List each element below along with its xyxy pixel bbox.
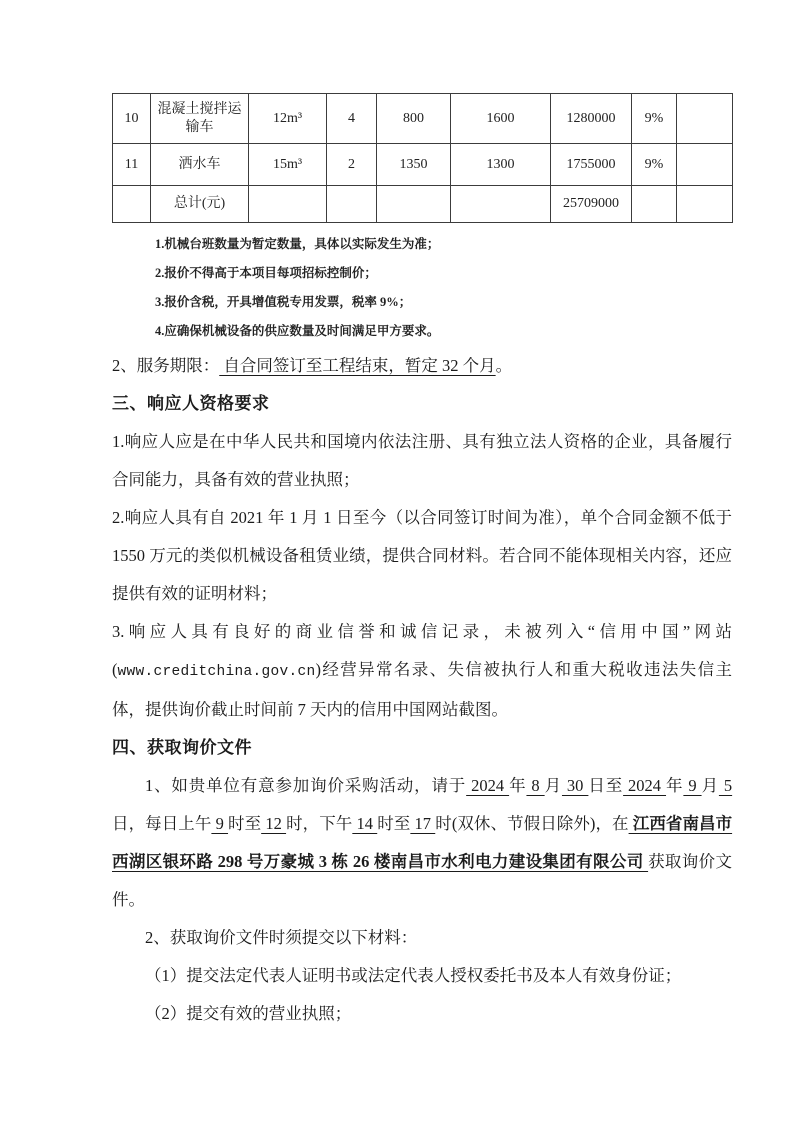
text-segment: 1、如贵单位有意参加询价采购活动，请于 bbox=[145, 776, 467, 795]
table-row bbox=[113, 94, 733, 144]
cell-price: 1350 bbox=[377, 144, 451, 186]
text-segment: 月 bbox=[701, 776, 719, 795]
text-segment: 时，下午 bbox=[286, 814, 353, 833]
table-row bbox=[113, 144, 733, 186]
note-4: 4.应确保机械设备的供应数量及时间满足甲方要求。 bbox=[155, 324, 440, 338]
text-segment: 30 bbox=[561, 776, 589, 795]
text-segment: 时至 bbox=[377, 814, 411, 833]
note-3: 3.报价含税，开具增值税专用发票，税率 9%； bbox=[155, 295, 412, 309]
text-segment: 3.响应人具有良好的商业信誉和诚信记录，未被列入“信用中国”网站( bbox=[112, 622, 732, 679]
section-three-title: 三、响应人资格要求 bbox=[112, 394, 270, 413]
text-segment: 江西省南昌市西湖区银环路 298 号万豪城 3 栋 26 楼南昌市水利电力建设集团有限公司 bbox=[112, 814, 733, 871]
text-segment: 日至 bbox=[588, 776, 624, 795]
text-segment: 年 bbox=[509, 776, 527, 795]
cell-name: 混凝土搅拌运输车 bbox=[151, 94, 249, 144]
service-period-line bbox=[112, 347, 732, 385]
qualification-para-3 bbox=[112, 613, 732, 729]
cell-amount bbox=[451, 186, 551, 223]
cell-total: 25709000 bbox=[551, 186, 632, 223]
cell-qty: 4 bbox=[327, 94, 377, 144]
cell-qty: 2 bbox=[327, 144, 377, 186]
cell-name: 总计(元) bbox=[151, 186, 249, 223]
note-2: 2.报价不得高于本项目每项招标控制价； bbox=[155, 266, 377, 280]
service-period-suffix: 。 bbox=[495, 356, 513, 375]
cell-remark bbox=[677, 94, 733, 144]
acquisition-para-3: （1）提交法定代表人证明书或法定代表人授权委托书及本人有效身份证； bbox=[145, 966, 682, 985]
text-segment: 8 bbox=[526, 776, 545, 795]
text-segment: 时至 bbox=[228, 814, 262, 833]
acquisition-para-1 bbox=[112, 767, 732, 919]
cell-price: 800 bbox=[377, 94, 451, 144]
cell-price bbox=[377, 186, 451, 223]
text-segment: 年 bbox=[666, 776, 684, 795]
equipment-price-table bbox=[112, 93, 733, 223]
service-period-label: 2、服务期限： bbox=[112, 356, 220, 375]
cell-spec: 12m³ bbox=[249, 94, 327, 144]
table-row-total bbox=[113, 186, 733, 223]
acquisition-para-2: 2、获取询价文件时须提交以下材料： bbox=[145, 928, 418, 947]
text-segment: 17 bbox=[410, 814, 436, 833]
cell-remark bbox=[677, 144, 733, 186]
table-notes bbox=[155, 230, 732, 346]
cell-no bbox=[113, 186, 151, 223]
text-segment: 时(双休、节假日除外)，在 bbox=[435, 814, 629, 833]
note-1: 1.机械台班数量为暂定数量，具体以实际发生为准； bbox=[155, 237, 440, 251]
cell-tax-rate: 9% bbox=[632, 144, 677, 186]
text-segment: 日，每日上午 bbox=[112, 814, 212, 833]
text-segment: 2024 bbox=[623, 776, 667, 795]
cell-tax-rate: 9% bbox=[632, 94, 677, 144]
acquisition-para-4: （2）提交有效的营业执照； bbox=[145, 1004, 352, 1023]
text-segment: 2024 bbox=[466, 776, 510, 795]
cell-no: 11 bbox=[113, 144, 151, 186]
text-segment: 5 bbox=[718, 776, 733, 795]
cell-amount: 1600 bbox=[451, 94, 551, 144]
cell-total: 1755000 bbox=[551, 144, 632, 186]
cell-no: 10 bbox=[113, 94, 151, 144]
text-segment: 9 bbox=[211, 814, 229, 833]
cell-name: 洒水车 bbox=[151, 144, 249, 186]
text-segment: 12 bbox=[261, 814, 287, 833]
text-segment: )经营异常名录、失信被执行人和重大税收违法失信主体，提供询价截止时间前 7 天内的信用中国网站截图。 bbox=[112, 660, 732, 719]
section-four-title: 四、获取询价文件 bbox=[112, 738, 252, 757]
text-segment: 月 bbox=[544, 776, 562, 795]
text-segment: 获取询价文件。 bbox=[112, 852, 733, 909]
qualification-para-1: 1.响应人应是在中华人民共和国境内依法注册、具有独立法人资格的企业，具备履行合同能力，具备有效的营业执照； bbox=[112, 432, 732, 489]
cell-remark bbox=[677, 186, 733, 223]
cell-amount: 1300 bbox=[451, 144, 551, 186]
page-content bbox=[112, 93, 732, 1033]
text-segment: 9 bbox=[683, 776, 702, 795]
cell-spec: 15m³ bbox=[249, 144, 327, 186]
cell-spec bbox=[249, 186, 327, 223]
service-period-value: 自合同签订至工程结束，暂定 32 个月 bbox=[219, 356, 496, 375]
cell-tax-rate bbox=[632, 186, 677, 223]
qualification-para-2: 2.响应人具有自 2021 年 1 月 1 日至今（以合同签订时间为准），单个合同金额不低于 1550 万元的类似机械设备租赁业绩，提供合同材料。若合同不能体现相关内容，还应提供有效的证明材料； bbox=[112, 508, 732, 603]
text-segment: 14 bbox=[352, 814, 378, 833]
cell-qty bbox=[327, 186, 377, 223]
text-segment: www.creditchina.gov.cn bbox=[117, 664, 316, 680]
cell-total: 1280000 bbox=[551, 94, 632, 144]
